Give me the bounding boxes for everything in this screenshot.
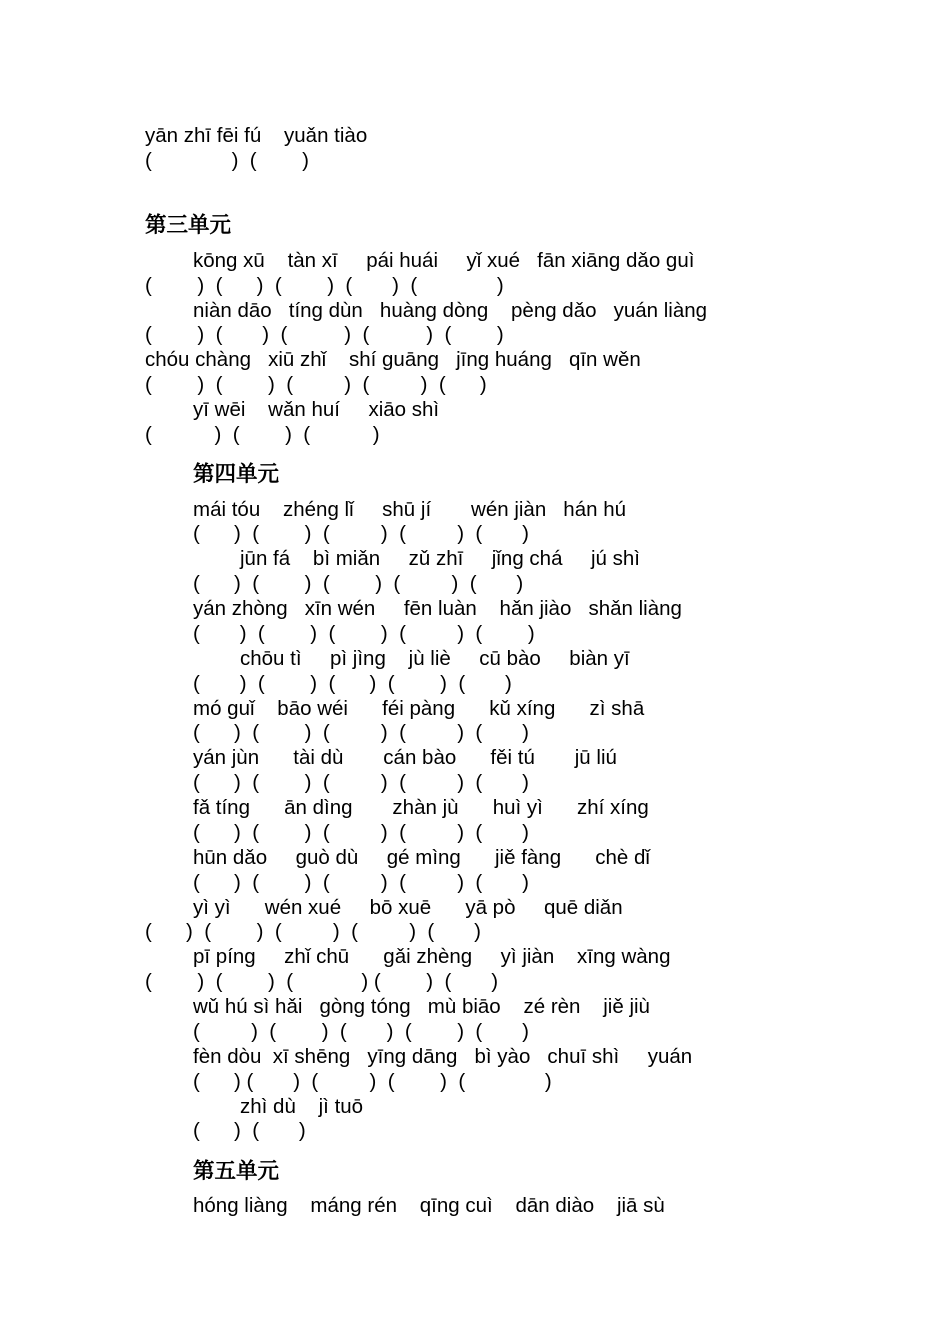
pinyin-line: yán jùn tài dù cán bào fěi tú jū liú xyxy=(193,746,617,769)
pinyin-line: niàn dāo tíng dùn huàng dòng pèng dǎo yuán liàng xyxy=(193,299,708,322)
pinyin-line: mái tóu zhéng lǐ shū jí wén jiàn hán hú xyxy=(193,498,627,521)
answer-brackets: ( ) ( ) ( ) ( ) ( ) xyxy=(193,622,535,645)
answer-brackets: ( ) ( ) ( ) ( ) ( ) xyxy=(193,522,529,545)
pinyin-line: yán zhòng xīn wén fēn luàn hǎn jiào shǎn liàng xyxy=(193,597,682,620)
answer-brackets: ( ) ( ) ( ) ( ) ( ) xyxy=(193,821,529,844)
pinyin-line: chōu tì pì jìng jù liè cū bào biàn yī xyxy=(240,647,630,670)
answer-brackets: ( ) ( ) ( ) ( ) ( ) xyxy=(145,970,499,993)
pinyin-line: chóu chàng xiū zhǐ shí guāng jīng huáng qīn wěn xyxy=(145,348,641,371)
pinyin-line: mó guǐ bāo wéi féi pàng kǔ xíng zì shā xyxy=(193,697,645,720)
unit-5-heading: 第五单元 xyxy=(193,1159,280,1183)
pinyin-line: yì yì wén xué bō xuē yā pò quē diǎn xyxy=(193,896,623,919)
answer-brackets: ( ) ( ) ( ) ( ) ( ) xyxy=(193,771,529,794)
answer-brackets: ( ) ( ) ( ) ( ) ( ) xyxy=(193,572,524,595)
answer-brackets: ( ) ( ) ( ) ( ) ( ) xyxy=(193,721,529,744)
pinyin-line: fèn dòu xī shēng yīng dāng bì yào chuī shì yuán xyxy=(193,1045,693,1068)
pinyin-line: yī wēi wǎn huí xiāo shì xyxy=(193,398,440,421)
answer-brackets: ( ) ( ) ( ) ( ) ( ) xyxy=(193,672,512,695)
unit-4-heading: 第四单元 xyxy=(193,462,280,486)
pinyin-line: zhì dù jì tuō xyxy=(240,1095,364,1118)
unit-3-heading: 第三单元 xyxy=(145,213,232,237)
answer-brackets: ( ) ( ) ( ) ( ) ( ) xyxy=(193,1070,552,1093)
pinyin-line: fǎ tíng ān dìng zhàn jù huì yì zhí xíng xyxy=(193,796,649,819)
answer-brackets: ( ) ( ) ( ) ( ) ( ) xyxy=(193,871,529,894)
pinyin-line: wǔ hú sì hǎi gòng tóng mù biāo zé rèn jiě jiù xyxy=(193,995,650,1018)
answer-brackets: ( ) ( ) ( ) ( ) ( ) xyxy=(145,274,504,297)
pinyin-line: kōng xū tàn xī pái huái yǐ xué fān xiāng dǎo guì xyxy=(193,249,695,272)
answer-brackets: ( ) ( ) xyxy=(145,149,309,172)
pinyin-line: jūn fá bì miǎn zǔ zhī jǐng chá jú shì xyxy=(240,547,640,570)
pinyin-line: hóng liàng máng rén qīng cuì dān diào jiā sù xyxy=(193,1194,665,1217)
answer-brackets: ( ) ( ) ( ) ( ) ( ) xyxy=(193,1020,529,1043)
answer-brackets: ( ) ( ) xyxy=(193,1119,306,1142)
answer-brackets: ( ) ( ) ( ) ( ) ( ) xyxy=(145,920,481,943)
pinyin-line: hūn dǎo guò dù gé mìng jiě fàng chè dǐ xyxy=(193,846,650,869)
pinyin-line: pī píng zhǐ chū gǎi zhèng yì jiàn xīng wàng xyxy=(193,945,671,968)
pinyin-line: yān zhī fēi fú yuǎn tiào xyxy=(145,124,368,147)
answer-brackets: ( ) ( ) ( ) ( ) ( ) xyxy=(145,323,504,346)
answer-brackets: ( ) ( ) ( ) xyxy=(145,423,380,446)
answer-brackets: ( ) ( ) ( ) ( ) ( ) xyxy=(145,373,487,396)
